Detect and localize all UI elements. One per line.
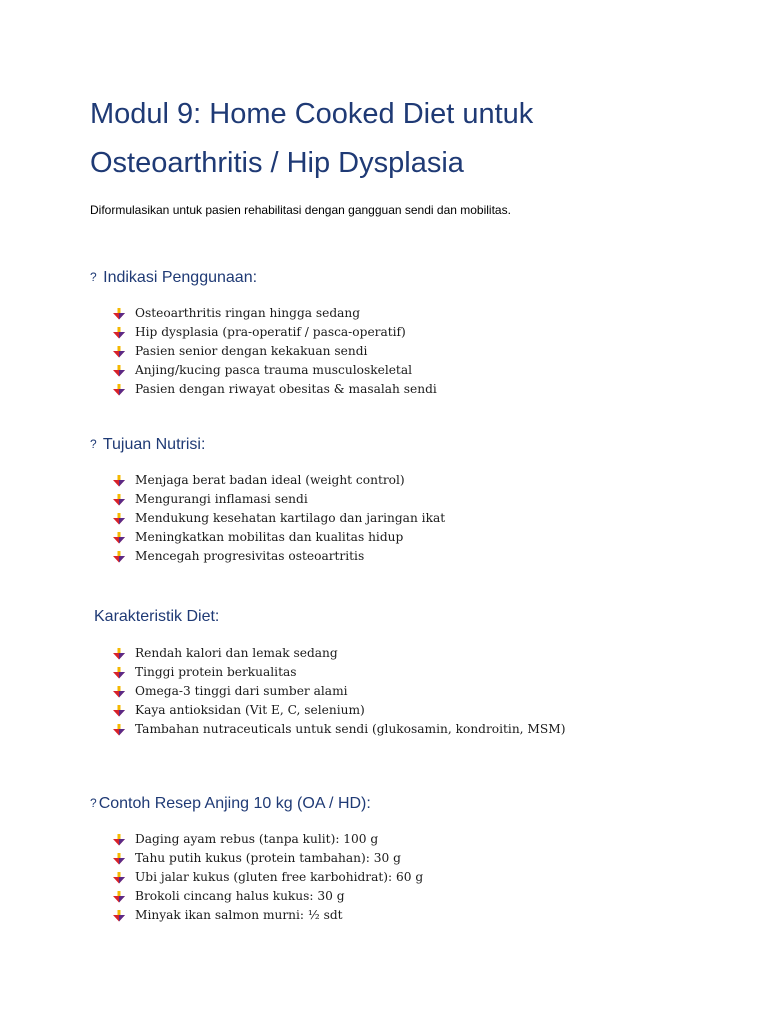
title-line-2: Osteoarthritis / Hip Dysplasia <box>90 147 464 179</box>
arrow-bullet-icon <box>112 307 126 319</box>
list-item <box>112 528 445 547</box>
list-item <box>112 906 423 925</box>
arrow-bullet-icon <box>112 852 126 864</box>
list-item-text: Hip dysplasia (pra-operatif / pasca-operatif) <box>135 324 406 339</box>
list-item-text: Kaya antioksidan (Vit E, C, selenium) <box>135 703 365 718</box>
list-item <box>112 720 565 739</box>
list-item-text: Brokoli cincang halus kukus: 30 g <box>135 889 345 904</box>
list-item <box>112 361 437 380</box>
list-item-text: Daging ayam rebus (tanpa kulit): 100 g <box>135 831 379 846</box>
list-item-text: Rendah kalori dan lemak sedang <box>135 645 338 660</box>
arrow-bullet-icon <box>112 345 126 357</box>
arrow-bullet-icon <box>112 723 126 735</box>
arrow-bullet-icon <box>112 326 126 338</box>
missing-glyph-icon: ? <box>90 270 97 284</box>
list-item-text: Anjing/kucing pasca trauma musculoskeletal <box>135 363 412 378</box>
list-item <box>112 489 445 508</box>
list-item <box>112 341 437 360</box>
list-item-text: Mencegah progresivitas osteoartritis <box>135 549 365 564</box>
section-heading-text: Tujuan Nutrisi: <box>98 436 206 453</box>
list-item <box>112 470 445 489</box>
section-heading-text: Karakteristik Diet: <box>94 608 220 625</box>
arrow-bullet-icon <box>112 890 126 902</box>
title-line-1: Modul 9: Home Cooked Diet untuk <box>90 98 534 130</box>
section-heading-text: Indikasi Penggunaan: <box>98 269 258 286</box>
list-item <box>112 662 565 681</box>
arrow-bullet-icon <box>112 383 126 395</box>
intro-paragraph: Diformulasikan untuk pasien rehabilitasi dengan gangguan sendi dan mobilitas. <box>90 203 511 217</box>
section-heading-text: Contoh Resep Anjing 10 kg (OA / HD): <box>98 795 371 812</box>
arrow-bullet-icon <box>112 704 126 716</box>
resep-list <box>112 829 423 925</box>
missing-glyph-icon: ? <box>90 437 97 451</box>
list-item-text: Pasien dengan riwayat obesitas & masalah sendi <box>135 382 437 397</box>
section-heading-tujuan <box>90 433 205 456</box>
arrow-bullet-icon <box>112 550 126 562</box>
list-item-text: Menjaga berat badan ideal (weight control) <box>135 472 405 487</box>
list-item-text: Tinggi protein berkualitas <box>135 664 297 679</box>
arrow-bullet-icon <box>112 474 126 486</box>
page-title <box>90 90 690 188</box>
arrow-bullet-icon <box>112 364 126 376</box>
arrow-bullet-icon <box>112 909 126 921</box>
list-item <box>112 322 437 341</box>
arrow-bullet-icon <box>112 493 126 505</box>
tujuan-list <box>112 470 445 566</box>
list-item-text: Ubi jalar kukus (gluten free karbohidrat): 60 g <box>135 869 424 884</box>
list-item <box>112 829 423 848</box>
list-item <box>112 681 565 700</box>
list-item <box>112 508 445 527</box>
arrow-bullet-icon <box>112 871 126 883</box>
arrow-bullet-icon <box>112 512 126 524</box>
arrow-bullet-icon <box>112 685 126 697</box>
list-item <box>112 303 437 322</box>
section-heading-indikasi <box>90 266 257 289</box>
list-item-text: Omega-3 tinggi dari sumber alami <box>135 683 348 698</box>
list-item-text: Tahu putih kukus (protein tambahan): 30 g <box>135 850 401 865</box>
list-item-text: Tambahan nutraceuticals untuk sendi (glukosamin, kondroitin, MSM) <box>135 722 566 737</box>
list-item <box>112 547 445 566</box>
section-heading-karakteristik <box>94 606 219 628</box>
indikasi-list <box>112 303 437 399</box>
section-heading-contoh-resep <box>90 792 371 815</box>
list-item-text: Osteoarthritis ringan hingga sedang <box>135 305 361 320</box>
list-item <box>112 643 565 662</box>
list-item <box>112 380 437 399</box>
list-item <box>112 701 565 720</box>
list-item <box>112 867 423 886</box>
list-item-text: Minyak ikan salmon murni: ½ sdt <box>135 908 343 923</box>
list-item-text: Meningkatkan mobilitas dan kualitas hidup <box>135 530 404 545</box>
arrow-bullet-icon <box>112 647 126 659</box>
list-item <box>112 848 423 867</box>
karakteristik-list <box>112 643 565 739</box>
arrow-bullet-icon <box>112 531 126 543</box>
arrow-bullet-icon <box>112 666 126 678</box>
missing-glyph-icon: ? <box>90 796 97 810</box>
list-item <box>112 887 423 906</box>
list-item-text: Mendukung kesehatan kartilago dan jaringan ikat <box>135 510 446 525</box>
list-item-text: Mengurangi inflamasi sendi <box>135 491 308 506</box>
arrow-bullet-icon <box>112 833 126 845</box>
list-item-text: Pasien senior dengan kekakuan sendi <box>135 343 368 358</box>
